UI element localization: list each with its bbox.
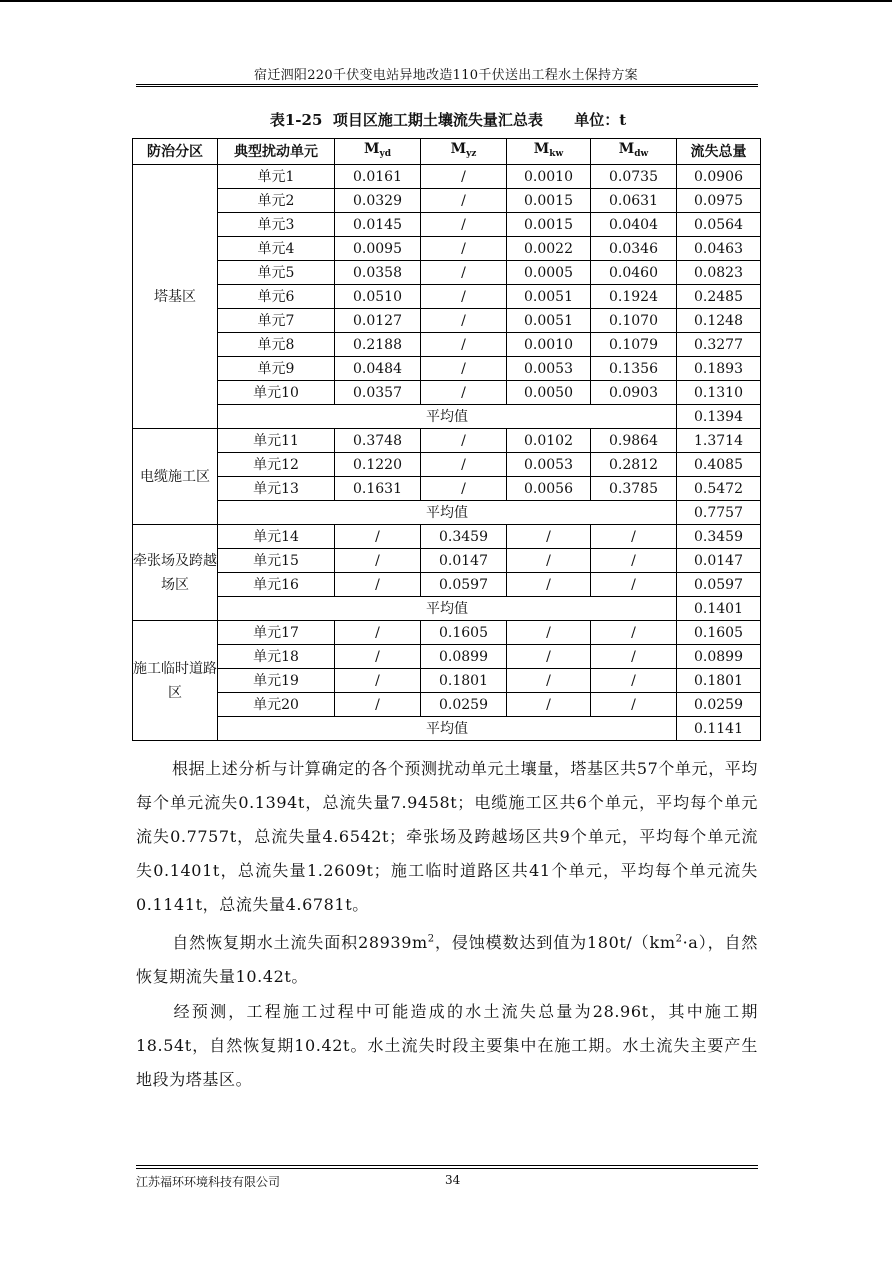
table-row: [133, 237, 761, 261]
footer-company: 江苏福环环境科技有限公司: [136, 1175, 281, 1189]
zone-name-cell: 电缆施工区: [133, 429, 218, 525]
mkw-cell: /: [507, 645, 591, 669]
myd-cell: 0.0329: [335, 189, 421, 213]
myd-cell: 0.3748: [335, 429, 421, 453]
average-row: [133, 597, 761, 621]
mdw-cell: /: [591, 693, 677, 717]
mdw-cell: 0.0346: [591, 237, 677, 261]
mdw-cell: /: [591, 549, 677, 573]
table-row: [133, 333, 761, 357]
table-row: [133, 477, 761, 501]
table-row: [133, 693, 761, 717]
header-mdw: $M_{dw}$: [591, 139, 677, 165]
header-myd: $M_{yd}$: [335, 139, 421, 165]
myd-cell: /: [335, 525, 421, 549]
table-row: [133, 645, 761, 669]
total-cell: 0.1801: [677, 669, 761, 693]
total-cell: 0.0147: [677, 549, 761, 573]
total-cell: 0.5472: [677, 477, 761, 501]
unit-cell: 单元6: [218, 285, 335, 309]
total-cell: 0.0463: [677, 237, 761, 261]
table-row: [133, 453, 761, 477]
mdw-cell: 0.1070: [591, 309, 677, 333]
total-cell: 0.3277: [677, 333, 761, 357]
unit-cell: 单元16: [218, 573, 335, 597]
myd-cell: /: [335, 621, 421, 645]
myz-cell: /: [421, 381, 507, 405]
table-caption: 表1-25 项目区施工期土壤流失量汇总表 单位：t: [269, 111, 627, 129]
unit-cell: 单元17: [218, 621, 335, 645]
page-top-border: [0, 0, 892, 2]
myz-cell: /: [421, 477, 507, 501]
average-row: [133, 717, 761, 741]
unit-cell: 单元8: [218, 333, 335, 357]
mdw-cell: /: [591, 525, 677, 549]
myz-cell: 0.3459: [421, 525, 507, 549]
myd-cell: /: [335, 573, 421, 597]
unit-cell: 单元13: [218, 477, 335, 501]
table-row: [133, 621, 761, 645]
total-cell: 0.4085: [677, 453, 761, 477]
table-row: [133, 285, 761, 309]
myz-cell: 0.0259: [421, 693, 507, 717]
mdw-cell: 0.0460: [591, 261, 677, 285]
mkw-cell: 0.0005: [507, 261, 591, 285]
zone-name-cell: 施工临时道路区: [133, 621, 218, 741]
myz-cell: /: [421, 357, 507, 381]
myz-cell: /: [421, 285, 507, 309]
total-cell: 0.0259: [677, 693, 761, 717]
mkw-cell: /: [507, 549, 591, 573]
unit-cell: 单元18: [218, 645, 335, 669]
average-label: 平均值: [218, 405, 677, 429]
table-row: [133, 525, 761, 549]
mdw-cell: /: [591, 621, 677, 645]
myd-cell: 0.0161: [335, 165, 421, 189]
mkw-cell: 0.0051: [507, 309, 591, 333]
table-row: [133, 261, 761, 285]
mkw-cell: 0.0051: [507, 285, 591, 309]
mkw-cell: /: [507, 573, 591, 597]
mdw-cell: 0.1079: [591, 333, 677, 357]
average-label: 平均值: [218, 597, 677, 621]
table-row: [133, 573, 761, 597]
mdw-cell: /: [591, 573, 677, 597]
unit-cell: 单元14: [218, 525, 335, 549]
header-total: 流失总量: [677, 139, 761, 165]
myd-cell: /: [335, 693, 421, 717]
myd-cell: 0.0127: [335, 309, 421, 333]
mkw-cell: /: [507, 669, 591, 693]
mkw-cell: /: [507, 621, 591, 645]
unit-cell: 单元12: [218, 453, 335, 477]
myz-cell: /: [421, 237, 507, 261]
total-cell: 0.1893: [677, 357, 761, 381]
myz-cell: /: [421, 189, 507, 213]
mdw-cell: 0.9864: [591, 429, 677, 453]
myz-cell: /: [421, 213, 507, 237]
myz-cell: 0.1801: [421, 669, 507, 693]
table-row: [133, 549, 761, 573]
unit-cell: 单元20: [218, 693, 335, 717]
myz-cell: 0.0597: [421, 573, 507, 597]
mkw-cell: 0.0015: [507, 213, 591, 237]
myd-cell: /: [335, 669, 421, 693]
myd-cell: 0.0484: [335, 357, 421, 381]
header-rule: [136, 84, 758, 85]
header-mkw: $M_{kw}$: [507, 139, 591, 165]
mkw-cell: 0.0102: [507, 429, 591, 453]
myd-cell: /: [335, 549, 421, 573]
mdw-cell: 0.0903: [591, 381, 677, 405]
myd-cell: 0.0510: [335, 285, 421, 309]
table-row: [133, 429, 761, 453]
page-header-title: 宿迁泗阳220千伏变电站异地改造110千伏送出工程水土保持方案: [254, 68, 638, 83]
unit-cell: 单元15: [218, 549, 335, 573]
myz-cell: 0.1605: [421, 621, 507, 645]
myz-cell: /: [421, 453, 507, 477]
soil-loss-summary-table: [132, 138, 761, 741]
average-value: 0.7757: [677, 501, 761, 525]
table-row: [133, 189, 761, 213]
paragraph-natural-recovery: 自然恢复期水土流失面积$28939m^2$，侵蚀模数达到值为$180t/(km^2\cdot a)$，自然恢复期流失量10.42t。: [136, 933, 758, 986]
mdw-cell: 0.0735: [591, 165, 677, 189]
table-row: [133, 213, 761, 237]
average-value: 0.1141: [677, 717, 761, 741]
total-cell: 0.3459: [677, 525, 761, 549]
average-row: [133, 405, 761, 429]
myz-cell: /: [421, 309, 507, 333]
myd-cell: 0.0357: [335, 381, 421, 405]
unit-cell: 单元5: [218, 261, 335, 285]
total-cell: 0.0823: [677, 261, 761, 285]
mkw-cell: /: [507, 525, 591, 549]
myd-cell: 0.1631: [335, 477, 421, 501]
footer-rule: [136, 1165, 758, 1166]
mkw-cell: 0.0010: [507, 165, 591, 189]
mdw-cell: 0.3785: [591, 477, 677, 501]
myd-cell: 0.1220: [335, 453, 421, 477]
mdw-cell: /: [591, 645, 677, 669]
mkw-cell: /: [507, 693, 591, 717]
paragraph-unit-summary: 根据上述分析与计算确定的各个预测扰动单元土壤量，塔基区共57个单元，平均每个单元流失0.1394t，总流失量7.9458t；电缆施工区共6个单元，平均每个单元流失0.7757t，总流失量4.6542t；牵张场及跨越场区共9个单元，平均每个单元流失0.1401t，总流失量1.2609t；施工临时道路区共41个单元，平均每个单元流失0.1141t，总流失量4.6781t。: [136, 759, 758, 914]
mdw-cell: 0.0631: [591, 189, 677, 213]
mkw-cell: 0.0053: [507, 357, 591, 381]
myd-cell: 0.0095: [335, 237, 421, 261]
myz-cell: /: [421, 165, 507, 189]
unit-cell: 单元2: [218, 189, 335, 213]
total-cell: 0.1248: [677, 309, 761, 333]
paragraph-total-prediction: 经预测，工程施工过程中可能造成的水土流失总量为28.96t，其中施工期18.54t，自然恢复期10.42t。水土流失时段主要集中在施工期。水土流失主要产生地段为塔基区。: [136, 1002, 758, 1089]
table-row: [133, 381, 761, 405]
mkw-cell: 0.0010: [507, 333, 591, 357]
mkw-cell: 0.0015: [507, 189, 591, 213]
mdw-cell: 0.2812: [591, 453, 677, 477]
unit-cell: 单元9: [218, 357, 335, 381]
total-cell: 1.3714: [677, 429, 761, 453]
average-label: 平均值: [218, 501, 677, 525]
average-row: [133, 501, 761, 525]
unit-cell: 单元19: [218, 669, 335, 693]
total-cell: 0.0597: [677, 573, 761, 597]
total-cell: 0.2485: [677, 285, 761, 309]
page-number: 34: [445, 1173, 461, 1187]
table-row: [133, 165, 761, 189]
mdw-cell: 0.0404: [591, 213, 677, 237]
myd-cell: 0.0145: [335, 213, 421, 237]
myz-cell: 0.0899: [421, 645, 507, 669]
zone-name-cell: 牵张场及跨越场区: [133, 525, 218, 621]
unit-cell: 单元3: [218, 213, 335, 237]
total-cell: 0.0899: [677, 645, 761, 669]
myz-cell: 0.0147: [421, 549, 507, 573]
myd-cell: 0.2188: [335, 333, 421, 357]
mdw-cell: /: [591, 669, 677, 693]
unit-cell: 单元1: [218, 165, 335, 189]
total-cell: 0.0975: [677, 189, 761, 213]
unit-cell: 单元10: [218, 381, 335, 405]
mkw-cell: 0.0053: [507, 453, 591, 477]
total-cell: 0.0906: [677, 165, 761, 189]
mdw-cell: 0.1924: [591, 285, 677, 309]
myz-cell: /: [421, 333, 507, 357]
table-row: [133, 357, 761, 381]
myz-cell: /: [421, 429, 507, 453]
footer-rule-double: [136, 1168, 758, 1169]
total-cell: 0.1605: [677, 621, 761, 645]
mkw-cell: 0.0050: [507, 381, 591, 405]
table-row: [133, 669, 761, 693]
total-cell: 0.0564: [677, 213, 761, 237]
mkw-cell: 0.0056: [507, 477, 591, 501]
total-cell: 0.1310: [677, 381, 761, 405]
myd-cell: /: [335, 645, 421, 669]
unit-cell: 单元7: [218, 309, 335, 333]
mdw-cell: 0.1356: [591, 357, 677, 381]
header-unit: 典型扰动单元: [218, 139, 335, 165]
myz-cell: /: [421, 261, 507, 285]
unit-cell: 单元11: [218, 429, 335, 453]
table-row: [133, 309, 761, 333]
average-value: 0.1394: [677, 405, 761, 429]
average-label: 平均值: [218, 717, 677, 741]
unit-cell: 单元4: [218, 237, 335, 261]
myd-cell: 0.0358: [335, 261, 421, 285]
zone-name-cell: 塔基区: [133, 165, 218, 429]
table-header-row: [133, 139, 761, 165]
mkw-cell: 0.0022: [507, 237, 591, 261]
average-value: 0.1401: [677, 597, 761, 621]
header-zone: 防治分区: [133, 139, 218, 165]
header-myz: $M_{yz}$: [421, 139, 507, 165]
header-rule-double: [136, 86, 758, 87]
